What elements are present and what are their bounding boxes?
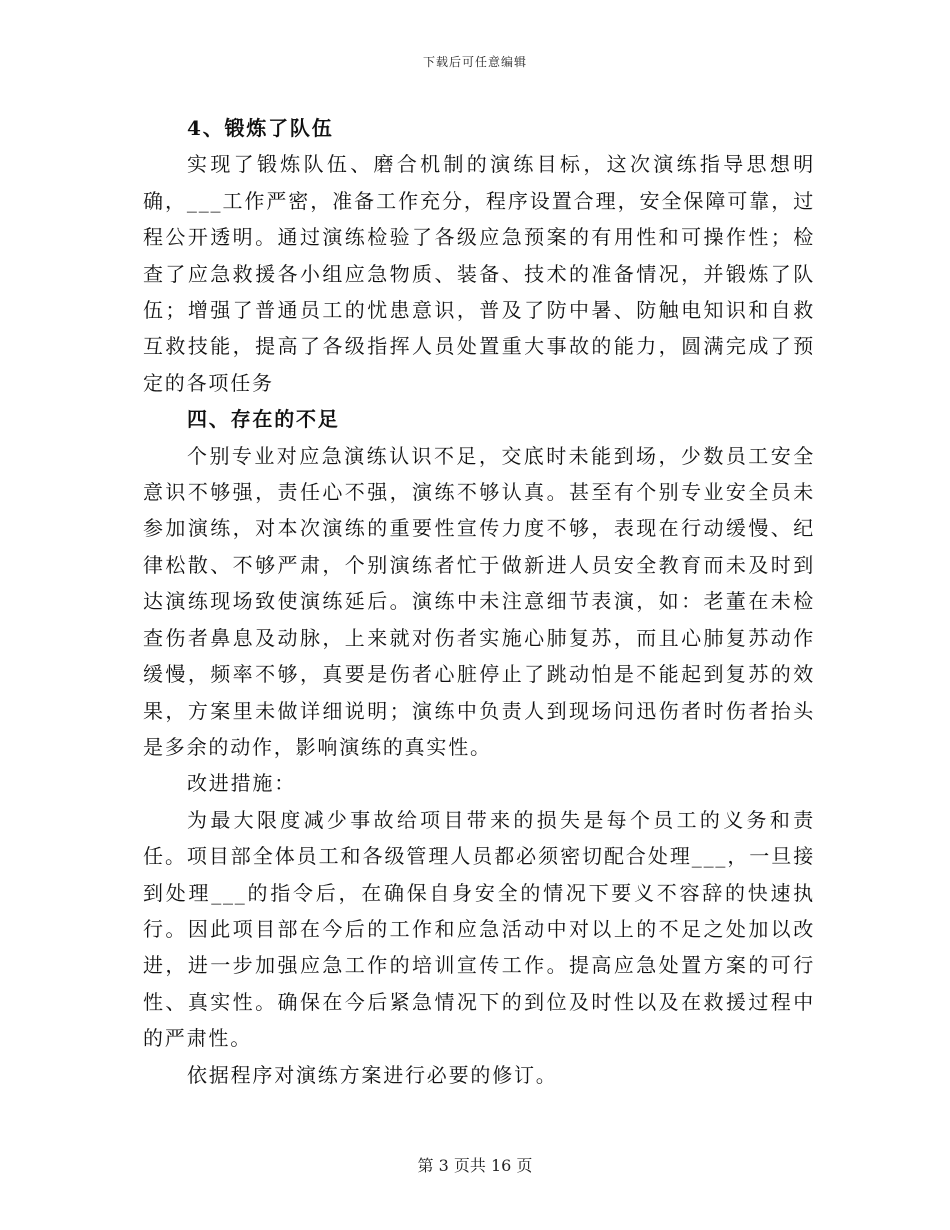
page-number: 第 3 页共 16 页 — [417, 1156, 533, 1175]
paragraph: 改进措施： — [187, 771, 296, 796]
paragraph: 为最大限度减少事故给项目带来的损失是每个员工的义务和责任。项目部全体员工和各级管理人员都必须密切配合处理___，一旦接到处理___的指令后，在确保自身安全的情况下要义不容辞的快速执行。因此项目部在今后的工作和应急活动中对以上的不足之处加以改进，进一步加强应急工作的培训宣传工作。提高应急处置方案的可行性、真实性。确保在今后紧急情况下的到位及时性以及在救援过程中的严肃性。 — [143, 807, 815, 1051]
paragraph: 依据程序对演练方案进行必要的修订。 — [187, 1062, 558, 1087]
document-body — [143, 110, 815, 1093]
section-heading: 4、锻炼了队伍 — [187, 116, 334, 140]
section-heading: 四、存在的不足 — [187, 407, 340, 432]
paragraph: 个别专业对应急演练认识不足，交底时未能到场，少数员工安全意识不够强，责任心不强，演练不够认真。甚至有个别专业安全员未参加演练，对本次演练的重要性宣传力度不够，表现在行动缓慢、纪律松散、不够严肃，个别演练者忙于做新进人员安全教育而未及时到达演练现场致使演练延后。演练中未注意细节表演，如：老董在未检查伤者鼻息及动脉，上来就对伤者实施心肺复苏，而且心肺复苏动作缓慢，频率不够，真要是伤者心脏停止了跳动怕是不能起到复苏的效果，方案里未做详细说明；演练中负责人到现场问迅伤者时伤者抬头是多余的动作，影响演练的真实性。 — [143, 443, 815, 759]
page-header: 下载后可任意编辑 — [422, 55, 527, 69]
paragraph: 实现了锻炼队伍、磨合机制的演练目标，这次演练指导思想明确，___工作严密，准备工作充分，程序设置合理，安全保障可靠，过程公开透明。通过演练检验了各级应急预案的有用性和可操作性；检查了应急救援各小组应急物质、装备、技术的准备情况，并锻炼了队伍；增强了普通员工的忧患意识，普及了防中暑、防触电知识和自救互救技能，提高了各级指挥人员处置重大事故的能力，圆满完成了预定的各项任务 — [143, 152, 815, 395]
